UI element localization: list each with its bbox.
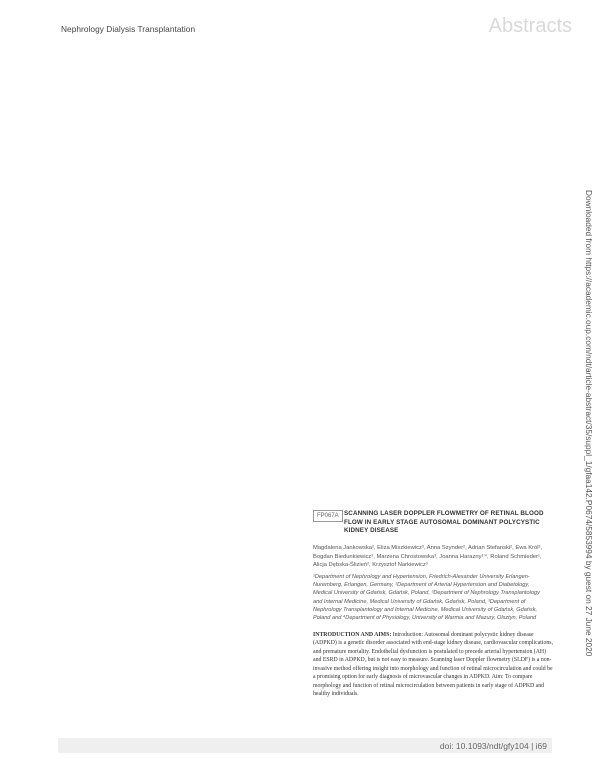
abstract-block <box>313 510 553 699</box>
journal-name: Nephrology Dialysis Transplantation <box>61 24 196 34</box>
download-watermark: Downloaded from https://academic.oup.com/ndt/article-abstract/35/suppl_1/gfaa142.P0674/5853994 by guest on 27 June 2020 <box>584 190 594 657</box>
intro-text: Introduction: Autosomal dominant polycystic kidney disease (ADPKD) is a genetic disorder associated with end-stage kidney disease, cardiovascular complications, and premature mortality. Endothelial dysfunction is postulated to precede arterial hypertension (AH) and ESRD in ADPKD, but is not easy to measure. Scanning laser Doppler flowmetry (SLDF) is a non-invasive method offering insight into morphology and function of retinal microcirculation and could be a promising option for early diagnosis of microvascular changes in ADPKD. Aim: To compare morphology and function of retinal microcirculation between patients in early stage of ADPKD and healthy individuals. <box>313 631 554 698</box>
abstract-authors: Magdalena Jankowska², Eliza Miszkiewicz³, Anna Szynder², Adrian Stefanski², Ewa Król², Bogdan Biedunkiewicz², Marzena Chrostowska³, Joanna Harazny¹ʹ⁴, Roland Schmieder¹, Alicja Dębska-Ślizień², Krzysztof Narkiewicz³ <box>313 545 543 569</box>
abstract-header <box>313 510 553 539</box>
abstract-code: FP067A <box>313 510 343 522</box>
abstract-body <box>313 631 553 699</box>
section-heading: Abstracts <box>488 15 572 37</box>
intro-label: INTRODUCTION AND AIMS: <box>313 631 392 638</box>
footer-doi: doi: 10.1093/ndt/gfy104 | i69 <box>439 741 547 751</box>
abstract-affiliations: ¹Department of Nephrology and Hypertension, Friedrich-Alexander University Erlangen-Nuremberg, Erlangen, Germany, ²Department of Arterial Hypertension and Diabetology, Medical University of Gdańsk, Gdańsk, Poland, ³Department of Nephrology Transplantology and Internal Medicine, Medical University of Gdańsk, Gdańsk, Poland, ³Department of Nephrology Transplantology and Internal Medicine, Medical University of Gdańsk, Gdańsk, Poland and ⁴Department of Physiology, University of Warmia and Mazury, Olsztyn, Poland <box>313 573 540 622</box>
abstract-title: SCANNING LASER DOPPLER FLOWMETRY OF RETINAL BLOOD FLOW IN EARLY STAGE AUTOSOMAL DOMINANT POLYCYSTIC KIDNEY DISEASE <box>344 510 544 535</box>
